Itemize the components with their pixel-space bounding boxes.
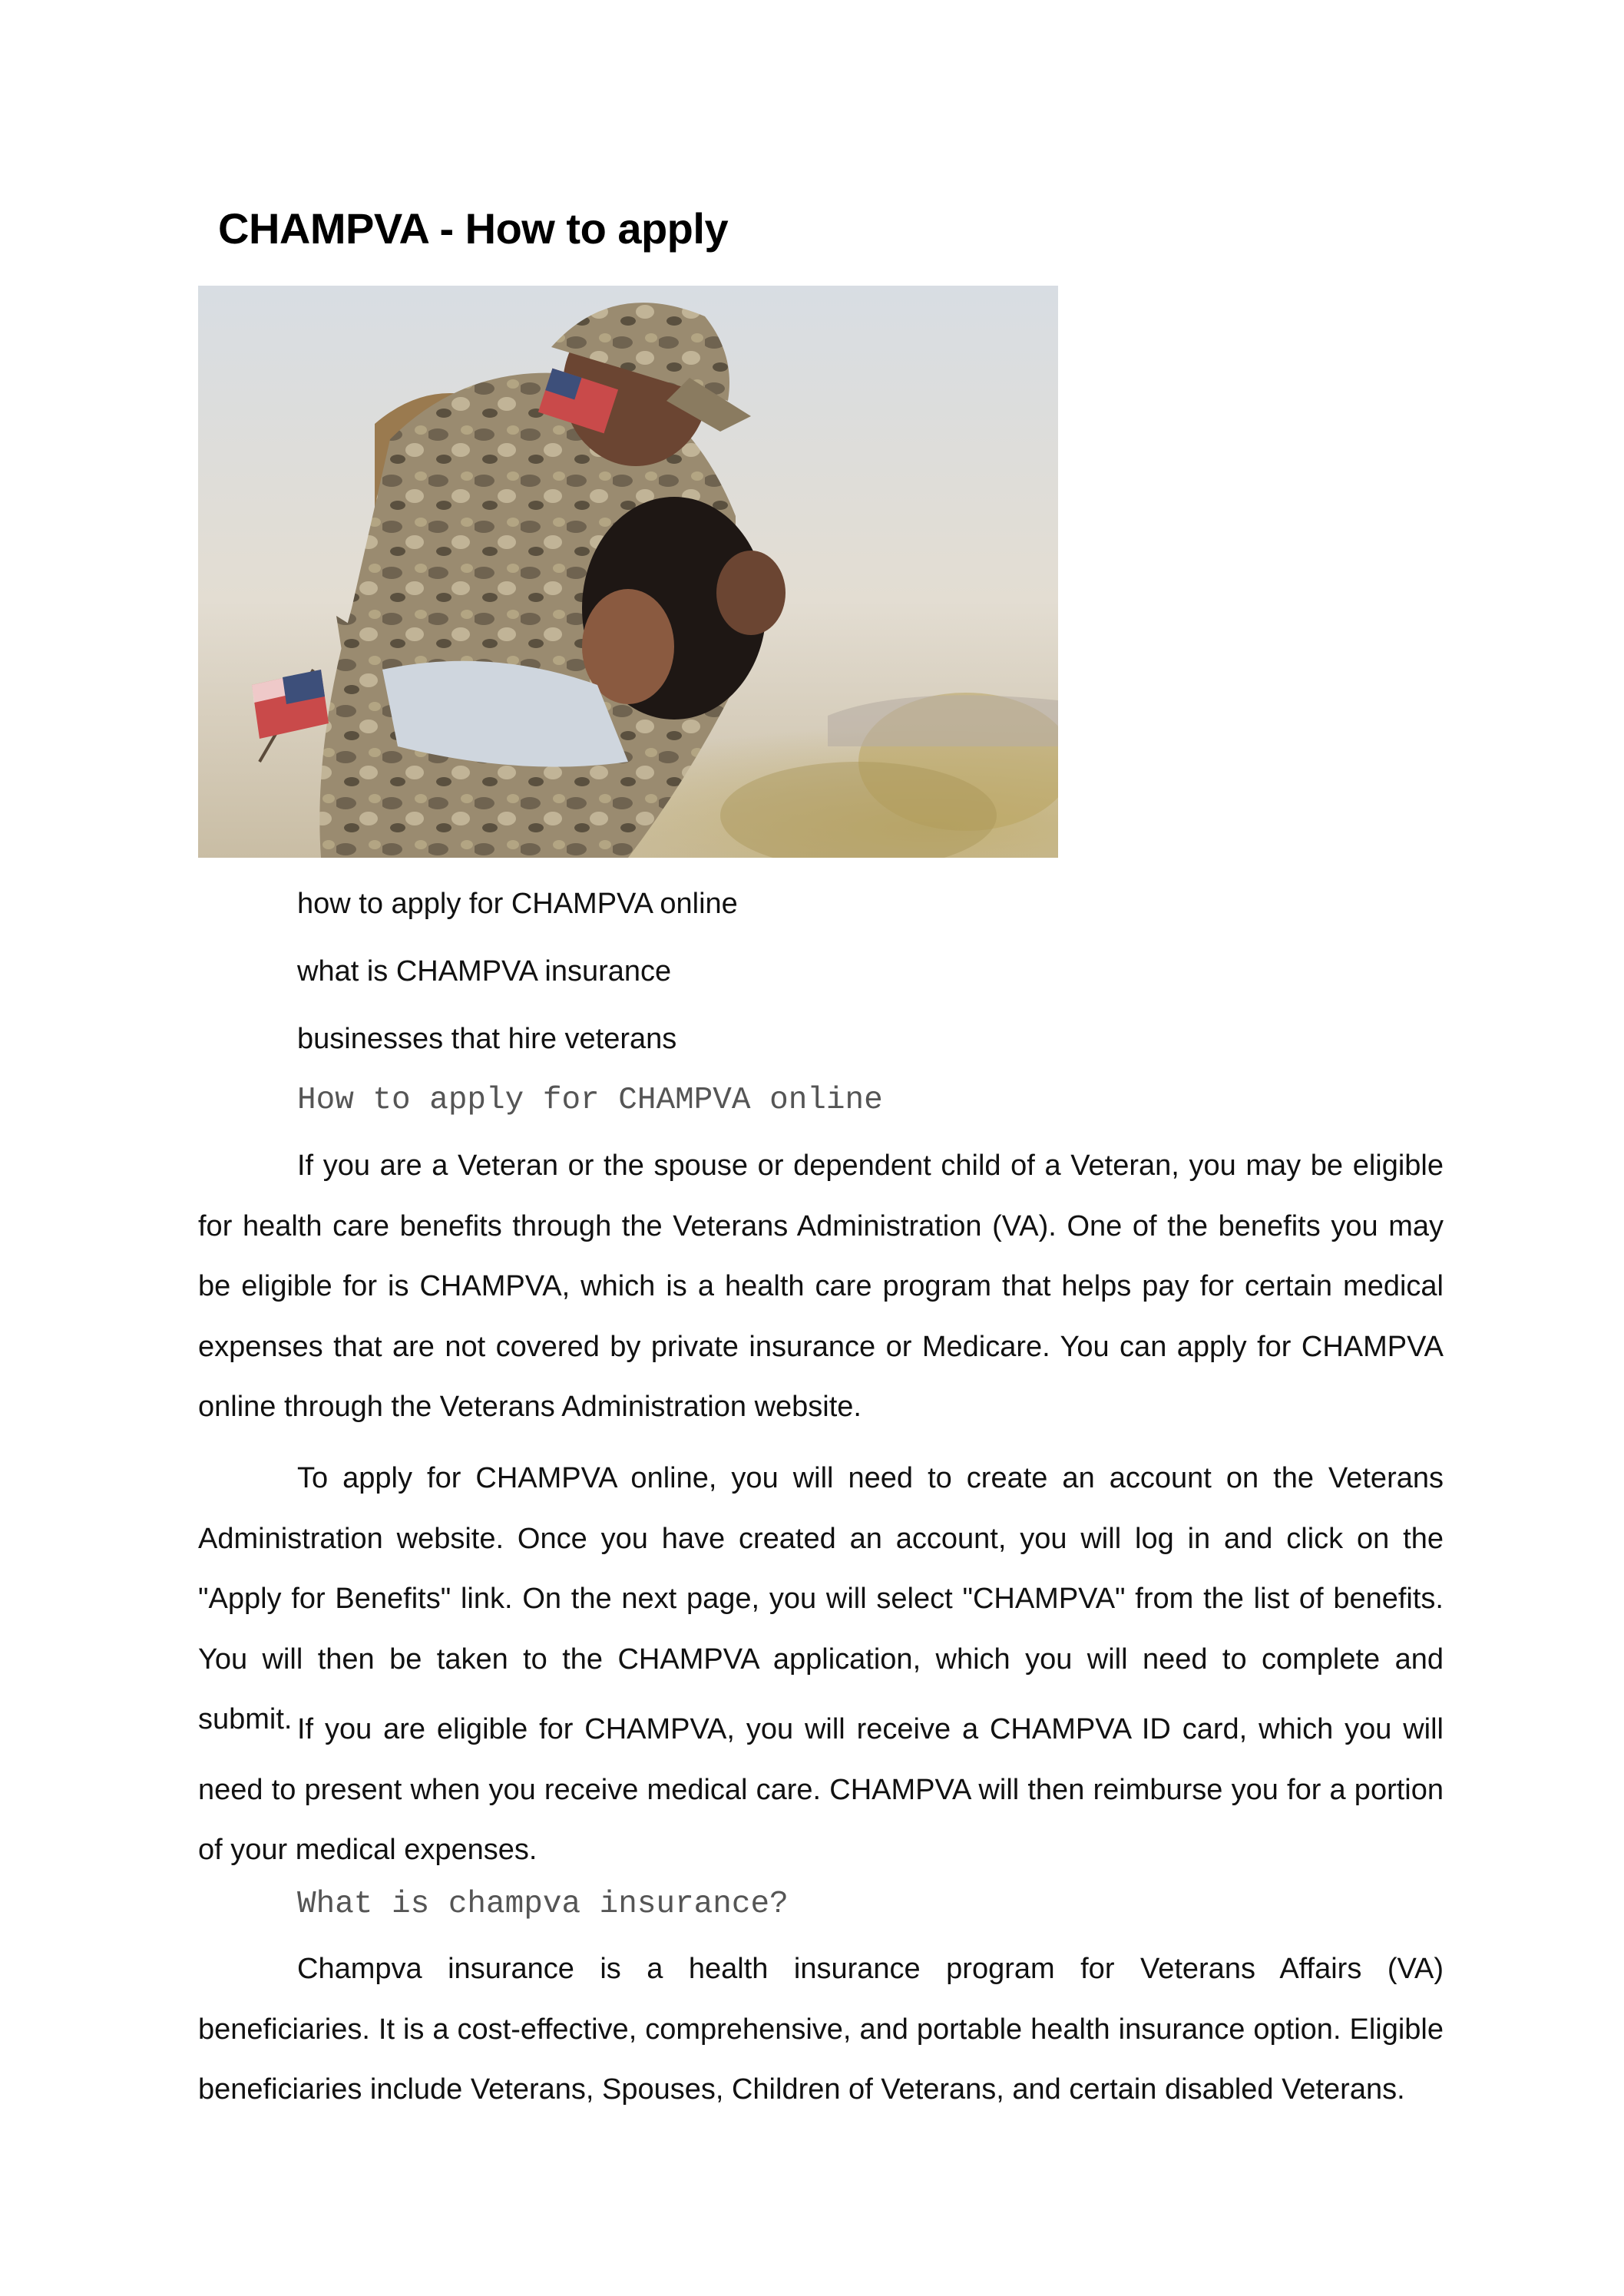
paragraph-apply-steps: To apply for CHAMPVA online, you will need to create an account on the Veterans Administration website. Once you have created an account, you will log in and click on the "Apply for Benefits" link. On the next page, you will select "CHAMPVA" from the list of benefits. You will then be taken to the CHAMPVA application, which you will need to complete and submit. — [198, 1462, 1444, 1735]
related-link-businesses-veterans[interactable]: businesses that hire veterans — [297, 1023, 677, 1055]
related-link-apply-online[interactable]: how to apply for CHAMPVA online — [297, 888, 738, 920]
related-link-what-is-champva[interactable]: what is CHAMPVA insurance — [297, 955, 672, 988]
paragraph-eligibility: If you are a Veteran or the spouse or dependent child of a Veteran, you may be eligible for health care benefits through the Veterans Administration (VA). One of the benefits you may be eligible for is CHAMPVA, which is a health care program that helps pay for certain medical expenses that are not covered by private insurance or Medicare. You can apply for CHAMPVA online through the Veterans Administration website. — [198, 1150, 1444, 1423]
section-heading-apply-online: How to apply for CHAMPVA online — [297, 1083, 883, 1118]
section-heading-what-is-champva: What is champva insurance? — [297, 1887, 789, 1922]
hero-photo-illustration — [198, 286, 1058, 858]
paragraph-champva-insurance: Champva insurance is a health insurance program for Veterans Affairs (VA) beneficiaries. It is a cost-effective, comprehensive, and portable health insurance option. Eligible beneficiaries include Veterans, Spouses, Children of Veterans, and certain disabled Veterans. — [198, 1953, 1444, 2106]
hero-photo-soldier-hugging-child — [198, 286, 1058, 858]
page-title: CHAMPVA - How to apply — [218, 204, 729, 253]
paragraph-id-card: If you are eligible for CHAMPVA, you will receive a CHAMPVA ID card, which you will need to present when you receive medical care. CHAMPVA will then reimburse you for a portion of your medical expenses. — [198, 1713, 1444, 1866]
